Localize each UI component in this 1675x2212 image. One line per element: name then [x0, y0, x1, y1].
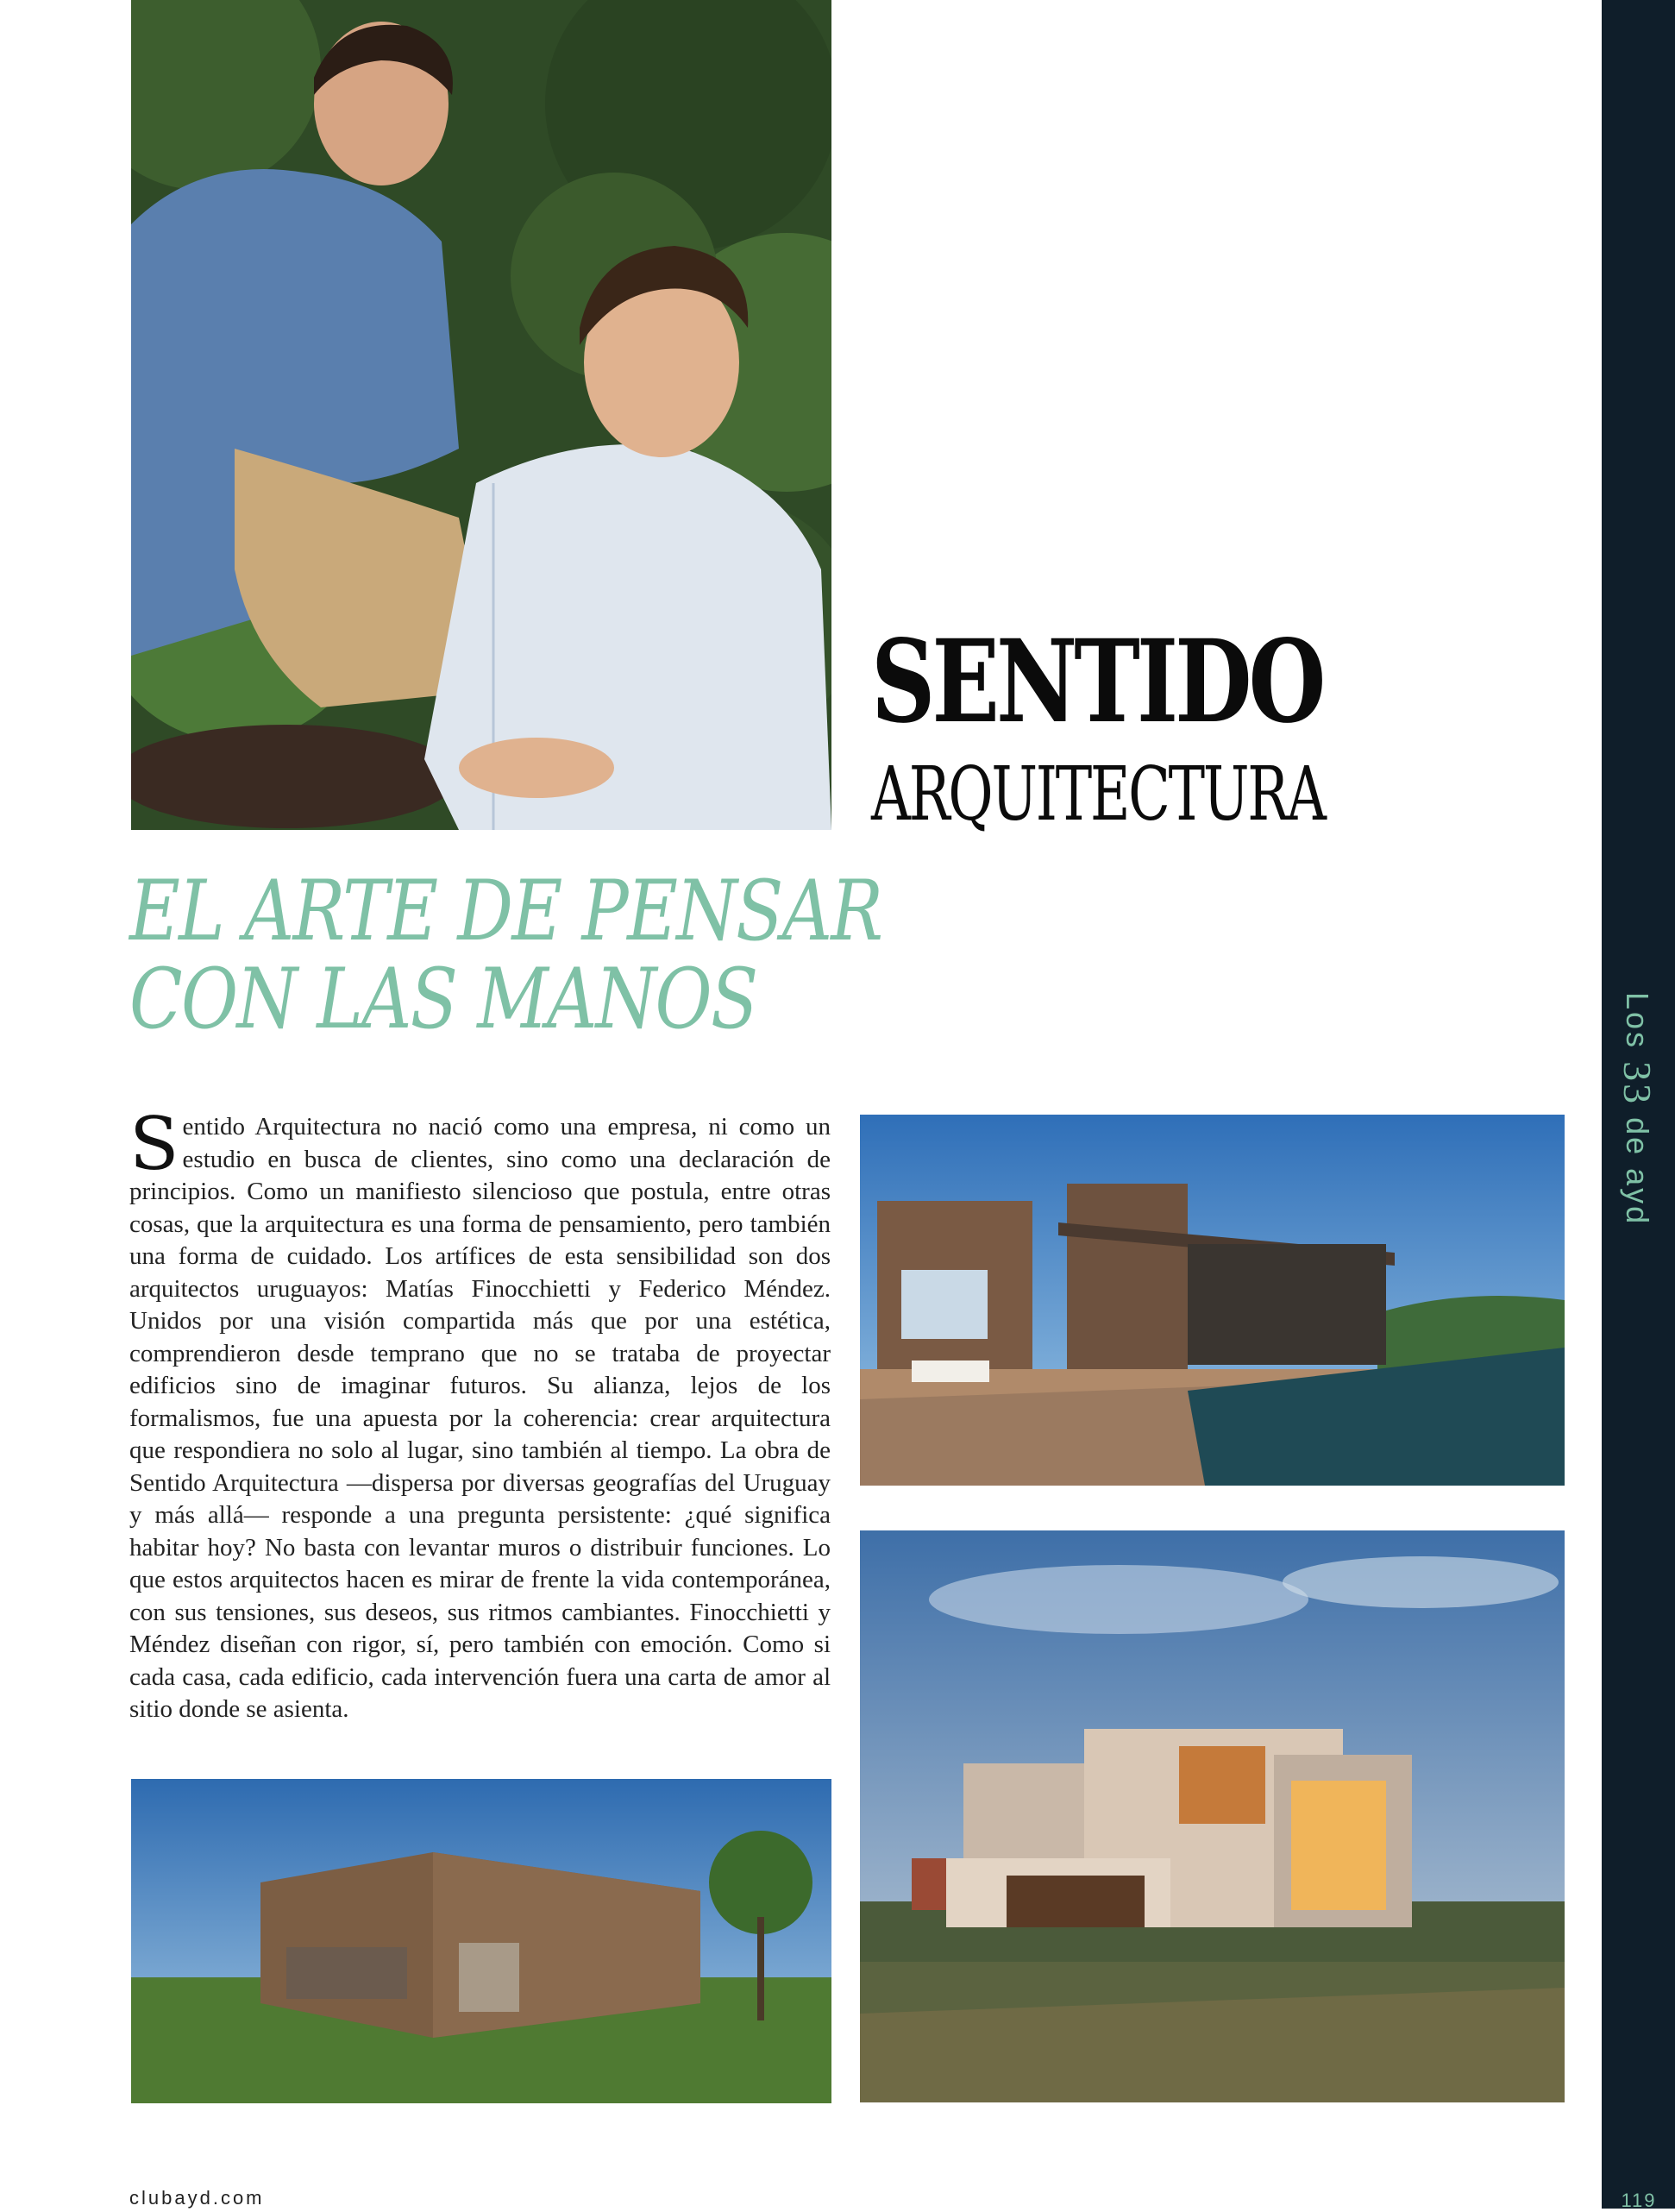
- portrait-photo: [131, 0, 831, 830]
- modern-house-photo: [860, 1530, 1565, 2102]
- article-title-secondary: ARQUITECTURA: [871, 751, 1325, 838]
- article-body: [129, 1102, 831, 1726]
- subtitle-line-2: CON LAS MANOS: [129, 951, 757, 1047]
- article-subtitle: [129, 863, 882, 1047]
- section-label-number: 33: [1615, 1061, 1659, 1107]
- section-label: [1615, 992, 1660, 1226]
- section-label-post: de ayd: [1620, 1117, 1655, 1227]
- page-number: 119: [1621, 2190, 1657, 2211]
- drop-cap: S: [129, 1102, 179, 1186]
- pool-house-photo: [860, 1115, 1565, 1486]
- subtitle-line-1: EL ARTE DE PENSAR: [129, 863, 882, 959]
- article-body-text: entido Arquitectura no nació como una empresa, ni como un estudio en busca de clientes, sino como una declaración de principios. Como un manifiesto silencioso que postula, entre otras cosas, que la arquitectura es una forma de pensamiento, pero también una forma de cuidado. Los artífices de esta sensibilidad son dos arquitectos uruguayos: Matías Finocchietti y Federico Méndez. Unidos por una visión compartida más que por una estética, comprendieron desde temprano que no se trataba de proyectar edificios sino de imaginar futuros. Su alianza, lejos de los formalismos, fue una apuesta por la coherencia: crear arquitectura que respondiera no solo al lugar, sino también al tiempo. La obra de Sentido Arquitectura —dispersa por diversas geografías del Uruguay y más allá— responde a una pregunta persistente: ¿qué significa habitar hoy? No basta con levantar muros o distribuir funciones. Lo que estos arquitectos hacen es mirar de frente la vida contemporánea, con sus tensiones, sus deseos, sus ritmos cambiantes. Finocchietti y Méndez diseñan con rigor, sí, pero también con emoción. Como si cada casa, cada edificio, cada intervención fuera una carta de amor al sitio donde se asienta.: [129, 1113, 831, 1723]
- section-label-pre: Los: [1620, 992, 1655, 1051]
- footer-url: clubayd.com: [129, 2187, 265, 2209]
- stone-house-photo: [131, 1779, 831, 2103]
- article-title-main: SENTIDO: [871, 615, 1323, 749]
